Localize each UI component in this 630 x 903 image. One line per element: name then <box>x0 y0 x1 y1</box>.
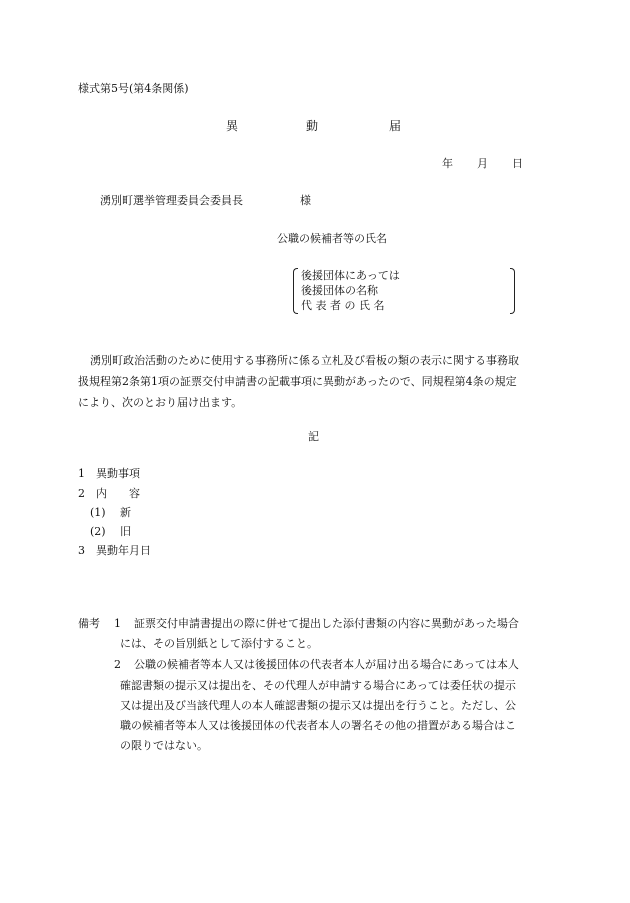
remark-num: 1 <box>114 617 121 630</box>
remark-line: には、その旨別紙として添付すること。 <box>120 637 318 650</box>
remark-line: の限りではない。 <box>120 739 208 752</box>
title-char-1: 異 <box>226 119 239 133</box>
remark-line: 確認書類の提示又は提出を、その代理人が申請する場合にあっては委任状の提示 <box>120 679 516 692</box>
item-num: 3 <box>78 544 85 557</box>
bracket-line: 後援団体にあっては <box>301 269 400 282</box>
remark-line: 又は提出及び当該代理人の本人確認書類の提示又は提出を行うこと。ただし、公 <box>120 699 516 712</box>
honorific: 様 <box>300 194 311 207</box>
item-num: 2 <box>78 487 85 500</box>
applicant-label: 公職の候補者等の氏名 <box>277 232 387 245</box>
item-label: 新 <box>120 506 131 519</box>
remark-line: 証票交付申請書提出の際に併せて提出した添付書類の内容に異動があった場合 <box>134 617 519 630</box>
remark-num: 2 <box>114 658 121 671</box>
item-label: 異動事項 <box>96 467 140 480</box>
item-label: 異動年月日 <box>96 544 151 557</box>
item-num: (2) <box>90 525 106 538</box>
title-char-3: 届 <box>389 119 402 133</box>
bracket-line: 後援団体の名称 <box>301 284 378 297</box>
bracket-lines <box>301 268 400 313</box>
date-month: 月 <box>477 157 488 170</box>
remark-line: 職の候補者等本人又は後援団体の代表者本人の署名その他の措置がある場合はこ <box>120 719 516 732</box>
title-char-2: 動 <box>306 119 319 133</box>
item-num: 1 <box>78 467 85 480</box>
form-number: 様式第5号(第4条関係) <box>78 82 189 95</box>
date-day: 日 <box>512 157 523 170</box>
addressee: 湧別町選挙管理委員会委員長 <box>100 194 243 207</box>
bracket-right <box>510 268 515 314</box>
organization-bracket <box>293 268 515 312</box>
item-label: 旧 <box>120 525 131 538</box>
bracket-left <box>293 268 298 314</box>
remark-line: 公職の候補者等本人又は後援団体の代表者本人が届け出る場合にあっては本人 <box>134 658 519 671</box>
bracket-line: 代 表 者 の 氏 名 <box>301 299 385 312</box>
body-line-1: 湧別町政治活動のために使用する事務所に係る立札及び看板の類の表示に関する事務取 <box>90 354 519 367</box>
item-num: (1) <box>90 506 106 519</box>
ki-heading: 記 <box>308 430 319 443</box>
remarks-label: 備考 <box>78 617 100 630</box>
item-label: 内 容 <box>96 487 140 500</box>
body-line-2: 扱規程第2条第1項の証票交付申請書の記載事項に異動があったので、同規程第4条の規定 <box>78 375 517 388</box>
body-line-3: により、次のとおり届け出ます。 <box>78 396 243 409</box>
date-year: 年 <box>442 157 453 170</box>
